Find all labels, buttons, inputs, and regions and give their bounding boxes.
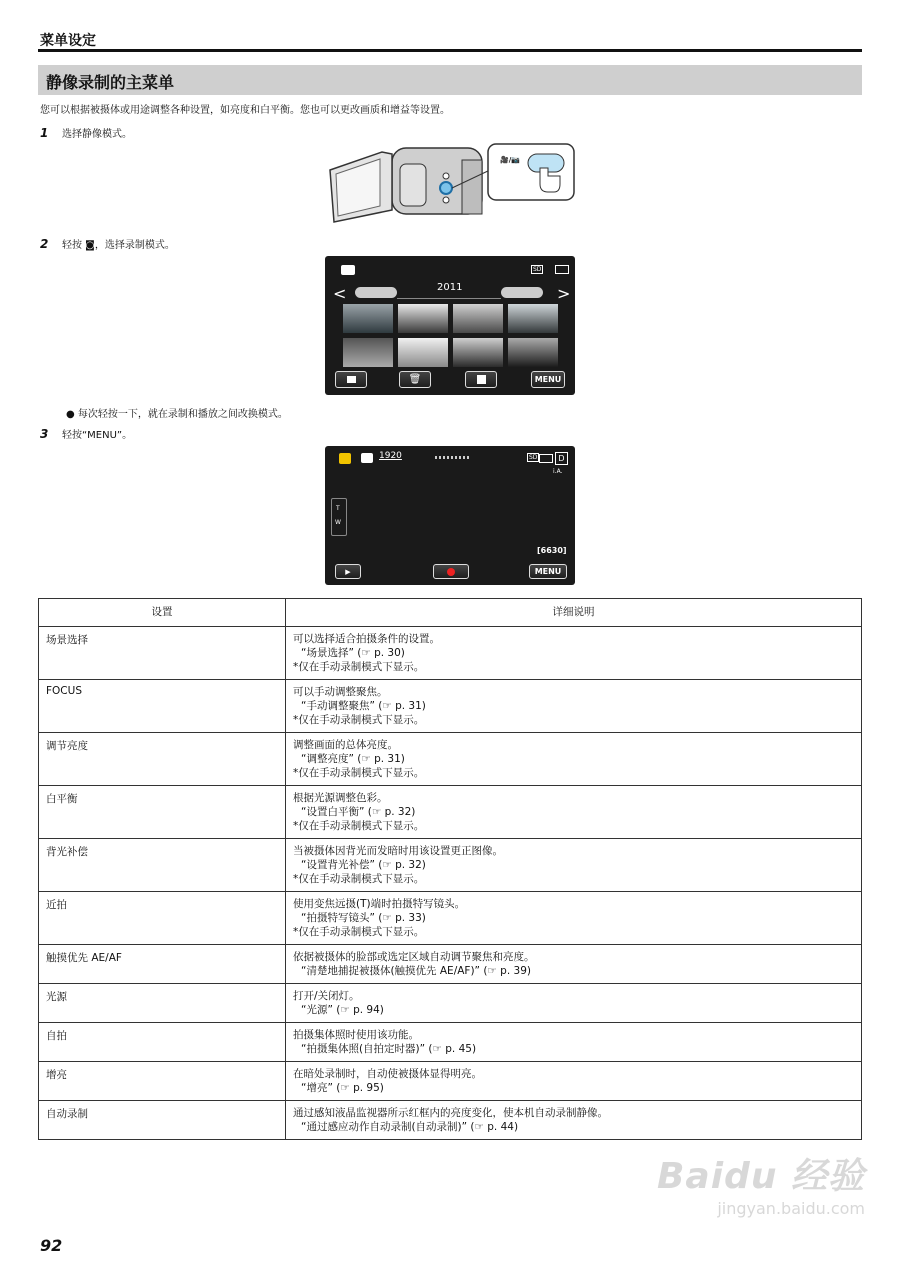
page-reference-link[interactable]: “拍摄集体照(自拍定时器)” (☞ p. 45) xyxy=(301,1043,477,1055)
page-reference-link[interactable]: “通过感应动作自动录制(自动录制)” (☞ p. 44) xyxy=(301,1121,519,1133)
shutter-button[interactable] xyxy=(433,564,469,579)
manual-mode-note: *仅在手动录制模式下显示。 xyxy=(293,926,425,938)
step-text: 选择静像模式。 xyxy=(62,129,132,140)
thumbnail[interactable] xyxy=(398,304,448,333)
setting-name-cell: FOCUS xyxy=(39,680,286,733)
setting-name-cell: 光源 xyxy=(39,984,286,1023)
setting-description-cell xyxy=(286,945,862,984)
step-text: 轻按 ◙，选择录制模式。 xyxy=(62,240,175,251)
table-row xyxy=(39,786,862,839)
section-title-bar xyxy=(38,65,862,95)
step-3 xyxy=(40,426,132,441)
description-line: 在暗处录制时，自动使被摄体显得明亮。 xyxy=(293,1068,482,1080)
page-reference-link[interactable]: “清楚地捕捉被摄体(触摸优先 AE/AF)” (☞ p. 39) xyxy=(301,965,531,977)
description-line: 可以手动调整聚焦。 xyxy=(293,686,388,698)
page-reference-link[interactable]: “调整亮度” (☞ p. 31) xyxy=(301,753,405,765)
description-line: 依据被摄体的脸部或选定区域自动调节聚焦和亮度。 xyxy=(293,951,535,963)
bullet-text: 每次轻按一下，就在录制和播放之间改换模式。 xyxy=(77,409,288,420)
camera-mode-icon xyxy=(341,265,355,275)
mode-letter: D xyxy=(555,452,568,465)
page-reference-link[interactable]: “拍摄特写镜头” (☞ p. 33) xyxy=(301,912,426,924)
setting-description-cell xyxy=(286,1062,862,1101)
manual-mode-note: *仅在手动录制模式下显示。 xyxy=(293,767,425,779)
step-2 xyxy=(40,236,175,251)
description-line: 调整画面的总体亮度。 xyxy=(293,739,398,751)
setting-name-cell: 白平衡 xyxy=(39,786,286,839)
manual-mode-note: *仅在手动录制模式下显示。 xyxy=(293,820,425,832)
record-icon xyxy=(447,568,455,576)
setting-description-cell xyxy=(286,733,862,786)
sd-card-icon: SD xyxy=(533,266,542,273)
table-row xyxy=(39,1062,862,1101)
table-header-row xyxy=(39,599,862,627)
watermark-url: jingyan.baidu.com xyxy=(717,1199,865,1218)
column-header-setting: 设置 xyxy=(39,599,286,627)
setting-description-cell xyxy=(286,786,862,839)
thumbnail[interactable] xyxy=(453,304,503,333)
playback-button[interactable] xyxy=(335,564,361,579)
intro-text: 您可以根据被摄体或用途调整各种设置，如亮度和白平衡。您也可以更改画质和增益等设置。 xyxy=(40,105,450,116)
select-button[interactable] xyxy=(465,371,497,388)
remaining-shots: [6630] xyxy=(537,546,567,555)
timeline-bar xyxy=(397,298,501,299)
description-line: 使用变焦远摄(T)端时拍摄特写镜头。 xyxy=(293,898,466,910)
thumbnail[interactable] xyxy=(343,338,393,367)
play-icon: ▶ xyxy=(345,567,351,576)
column-header-description: 详细说明 xyxy=(286,599,862,627)
thumbnail[interactable] xyxy=(508,304,558,333)
table-row xyxy=(39,627,862,680)
table-row xyxy=(39,945,862,984)
next-date-pill[interactable] xyxy=(501,287,543,298)
record-mode-button[interactable] xyxy=(335,371,367,388)
table-row xyxy=(39,839,862,892)
scene-icon xyxy=(339,453,351,464)
page-number: 92 xyxy=(40,1236,63,1255)
section-title: 静像录制的主菜单 xyxy=(46,73,175,92)
manual-mode-note: *仅在手动录制模式下显示。 xyxy=(293,714,425,726)
thumbnail[interactable] xyxy=(398,338,448,367)
battery-icon xyxy=(555,265,569,274)
resolution-label: 1920 xyxy=(379,451,402,461)
table-row xyxy=(39,1101,862,1140)
step-number: 1 xyxy=(40,126,49,140)
menu-button[interactable]: MENU xyxy=(531,371,565,388)
sd-card-icon: SD xyxy=(529,454,538,461)
table-row xyxy=(39,733,862,786)
setting-name-cell: 增亮 xyxy=(39,1062,286,1101)
menu-button[interactable]: MENU xyxy=(529,564,567,579)
settings-table xyxy=(38,598,862,1140)
step-number: 2 xyxy=(40,237,49,251)
watermark-brand: Baidu 经验 xyxy=(656,1156,865,1197)
step-number: 3 xyxy=(40,427,49,441)
prev-arrow-icon[interactable]: < xyxy=(333,284,347,303)
setting-description-cell xyxy=(286,1101,862,1140)
recording-screen xyxy=(325,446,575,585)
status-indicator xyxy=(435,456,471,459)
zoom-slider[interactable] xyxy=(331,498,347,536)
setting-name-cell: 自动录制 xyxy=(39,1101,286,1140)
setting-description-cell xyxy=(286,839,862,892)
setting-name-cell: 触摸优先 AE/AF xyxy=(39,945,286,984)
setting-name-cell: 调节亮度 xyxy=(39,733,286,786)
header-rule xyxy=(38,49,862,52)
description-line: 当被摄体因背光而发暗时用该设置更正图像。 xyxy=(293,845,503,857)
page-reference-link[interactable]: “设置白平衡” (☞ p. 32) xyxy=(301,806,416,818)
camera-mode-icon xyxy=(361,453,373,463)
zoom-w-label: W xyxy=(335,519,341,526)
table-row xyxy=(39,984,862,1023)
delete-button[interactable] xyxy=(399,371,431,388)
page-reference-link[interactable]: “手动调整聚焦” (☞ p. 31) xyxy=(301,700,426,712)
prev-date-pill[interactable] xyxy=(355,287,397,298)
page-header-title: 菜单设定 xyxy=(40,33,96,49)
page-reference-link[interactable]: “场景选择” (☞ p. 30) xyxy=(301,647,405,659)
table-row xyxy=(39,1023,862,1062)
table-row xyxy=(39,892,862,945)
setting-description-cell xyxy=(286,984,862,1023)
setting-description-cell xyxy=(286,627,862,680)
page-reference-link[interactable]: “设置背光补偿” (☞ p. 32) xyxy=(301,859,426,871)
description-line: 打开/关闭灯。 xyxy=(293,990,360,1002)
manual-mode-note: *仅在手动录制模式下显示。 xyxy=(293,661,425,673)
setting-name-cell: 场景选择 xyxy=(39,627,286,680)
table-body xyxy=(39,627,862,1140)
description-line: 根据光源调整色彩。 xyxy=(293,792,388,804)
thumbnail[interactable] xyxy=(508,338,558,367)
baidu-watermark xyxy=(657,1148,865,1218)
next-arrow-icon[interactable]: > xyxy=(557,284,571,303)
description-line: 通过感知液晶监视器所示红框内的亮度变化，使本机自动录制静像。 xyxy=(293,1107,608,1119)
step-text: 轻按“MENU”。 xyxy=(62,430,133,441)
manual-mode-note: *仅在手动录制模式下显示。 xyxy=(293,873,425,885)
mode-switch-label: 🎥/📷 xyxy=(500,156,520,164)
trash-icon: 🗑 xyxy=(408,374,422,385)
setting-description-cell xyxy=(286,1023,862,1062)
bullet-note: ● 每次轻按一下，就在录制和播放之间改换模式。 xyxy=(66,409,288,420)
thumbnail[interactable] xyxy=(453,338,503,367)
ia-label: i.A. xyxy=(553,468,563,475)
setting-description-cell xyxy=(286,680,862,733)
playback-screen xyxy=(325,256,575,395)
zoom-t-label: T xyxy=(336,505,340,512)
battery-icon xyxy=(539,454,553,463)
description-line: 拍摄集体照时使用该功能。 xyxy=(293,1029,419,1041)
table-row xyxy=(39,680,862,733)
camera-illustration xyxy=(322,140,578,226)
setting-name-cell: 近拍 xyxy=(39,892,286,945)
thumbnail[interactable] xyxy=(343,304,393,333)
setting-description-cell xyxy=(286,892,862,945)
setting-name-cell: 背光补偿 xyxy=(39,839,286,892)
description-line: 可以选择适合拍摄条件的设置。 xyxy=(293,633,440,645)
step-1 xyxy=(40,125,132,140)
setting-name-cell: 自拍 xyxy=(39,1023,286,1062)
page-reference-link[interactable]: “增亮” (☞ p. 95) xyxy=(301,1082,384,1094)
year-label: 2011 xyxy=(437,282,463,293)
page-reference-link[interactable]: “光源” (☞ p. 94) xyxy=(301,1004,384,1016)
